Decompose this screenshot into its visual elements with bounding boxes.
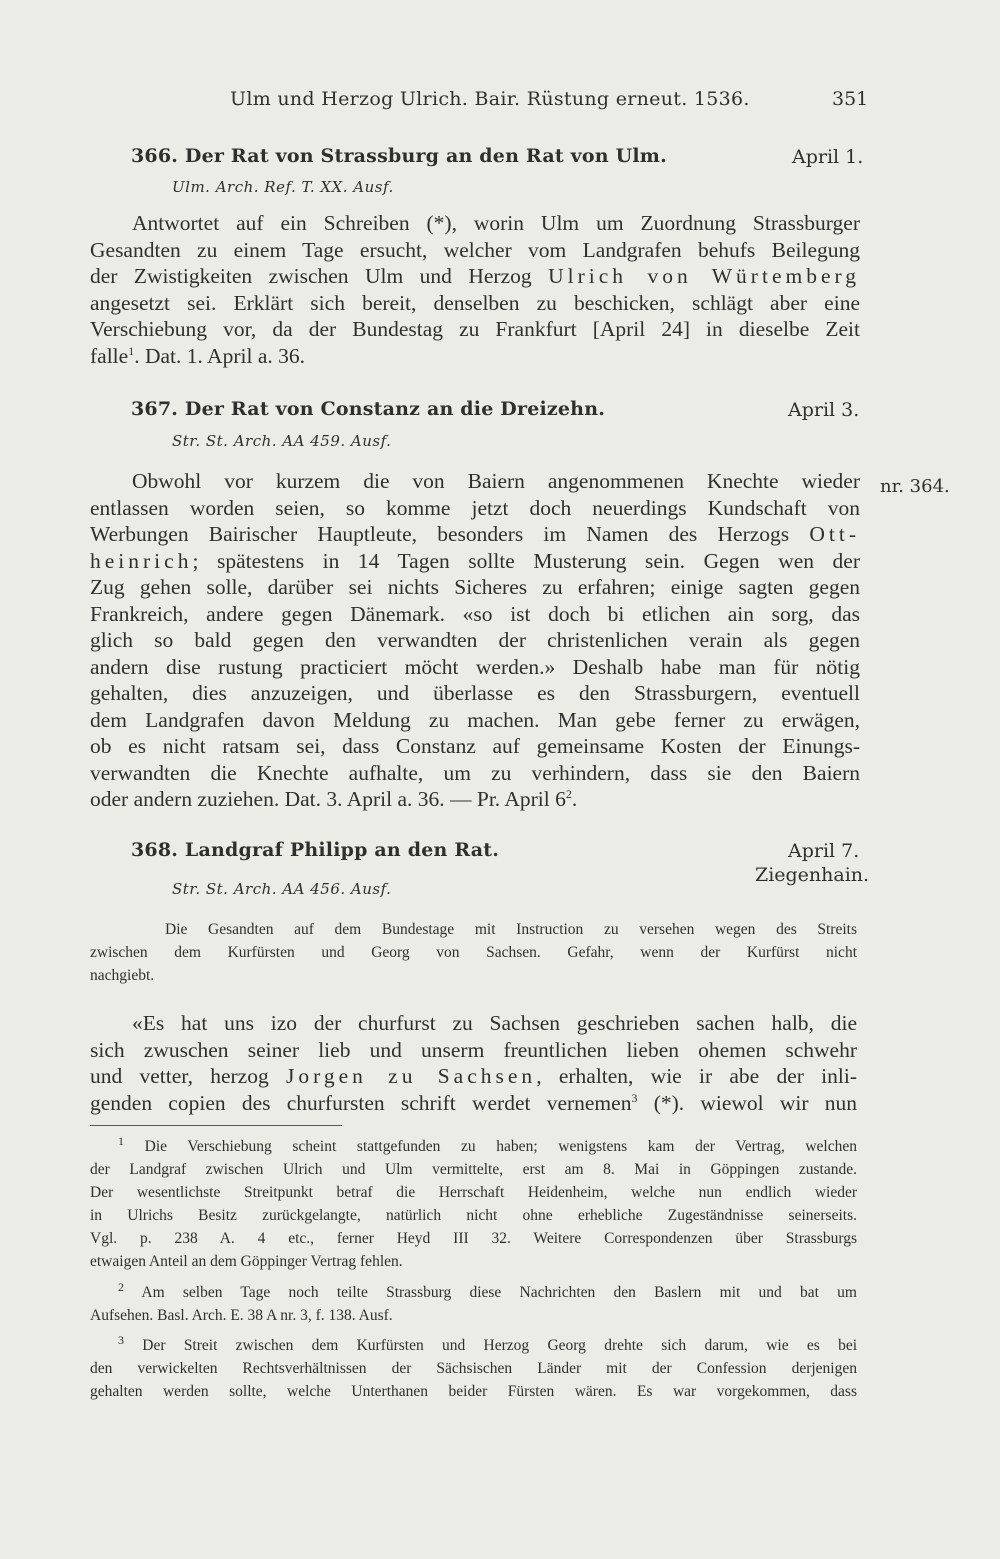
footnote-text: Die Verschiebung scheint stattgefunden zu haben; wenigstens kam der Vertrag, welchen	[144, 1138, 857, 1155]
text-line	[90, 263, 860, 290]
text-line: sich zwuschen seiner lieb und unserm freuntlichen lieben ohemen schwehr	[90, 1037, 857, 1062]
entry-368-summary	[90, 918, 857, 987]
person-name: Jorgen zu Sachsen	[285, 1064, 537, 1088]
entry-368-body	[90, 1010, 857, 1116]
text-segment: falle	[90, 343, 129, 368]
footnote-line: der Landgraf zwischen Ulrich und Ulm vermittelte, erst am 8. Mai in Göppingen zustande.	[90, 1161, 857, 1178]
summary-line: Die Gesandten auf dem Bundestage mit Instruction zu versehen wegen des Streits	[165, 921, 857, 938]
footnote-line: Aufsehen. Basl. Arch. E. 38 A nr. 3, f. 138. Ausf.	[90, 1307, 393, 1324]
footnote-ref: 1	[128, 343, 135, 358]
running-head: Ulm und Herzog Ulrich. Bair. Rüstung erneut. 1536.	[230, 88, 750, 110]
margin-note: nr. 364.	[880, 476, 950, 497]
text-segment: , erhalten, wie ir abe der inli-	[536, 1064, 858, 1088]
text-segment: der Zwistigkeiten zwischen Ulm und Herzog	[90, 264, 532, 288]
person-name: heinrich	[90, 548, 193, 573]
text-line: Obwohl vor kurzem die von Baiern angenommenen Knechte wieder	[132, 469, 860, 493]
text-line	[90, 1063, 857, 1090]
footnote-rule	[90, 1125, 342, 1126]
entry-367-date: April 3.	[788, 399, 860, 421]
text-line: verwandten die Knechte aufhalte, um zu verhindern, dass sie den Baiern	[90, 760, 860, 785]
footnote-line: etwaigen Anteil an dem Göppinger Vertrag fehlen.	[90, 1253, 403, 1270]
footnote-marker: 2	[118, 1279, 124, 1294]
entry-367-title: 367. Der Rat von Constanz an die Dreizehn.	[131, 398, 606, 420]
text-segment: genden copien des churfursten schrift werdet vernemen	[90, 1090, 632, 1115]
footnote-ref: 2	[565, 786, 572, 801]
footnote-line: gehalten werden sollte, welche Unterthanen beider Fürsten wären. Es war vorgekommen, dass	[90, 1383, 857, 1400]
entry-368-date: April 7.	[788, 840, 860, 862]
footnote-line	[90, 1334, 857, 1357]
footnote-marker: 1	[118, 1133, 124, 1148]
text-line: «Es hat uns izo der churfurst zu Sachsen geschrieben sachen halb, die	[132, 1011, 857, 1035]
footnote-line	[90, 1281, 857, 1304]
entry-366-date: April 1.	[792, 146, 864, 168]
person-name: Ulrich von Würtemberg	[548, 264, 861, 288]
text-segment: (*). wiewol wir nun	[637, 1090, 857, 1115]
entry-367-body	[90, 468, 860, 813]
footnote-3	[90, 1334, 857, 1403]
footnote-ref: 3	[631, 1090, 638, 1105]
entry-368-source: Str. St. Arch. AA 456. Ausf.	[172, 880, 392, 898]
entry-366-source: Ulm. Arch. Ref. T. XX. Ausf.	[172, 178, 394, 196]
text-line: angesetzt sei. Erklärt sich bereit, denselben zu beschicken, schlägt aber eine	[90, 290, 860, 315]
text-line: Zug gehen solle, darüber sei nichts Sicheres zu erfahren; einige sagten gegen	[90, 575, 860, 599]
text-line	[90, 786, 860, 813]
footnote-line: Der wesentlichste Streitpunkt betraf die Herrschaft Heidenheim, welche nun endlich wieder	[90, 1184, 857, 1201]
text-line	[90, 548, 860, 575]
text-line: gehalten, dies anzuzeigen, und überlasse es den Strassburgern, eventuell	[90, 681, 860, 705]
entry-368-place: Ziegenhain.	[755, 864, 870, 886]
text-segment: . Dat. 1. April a. 36.	[134, 343, 305, 368]
text-segment: und vetter, herzog	[90, 1064, 269, 1088]
page-number: 351	[832, 88, 869, 110]
summary-line: zwischen dem Kurfürsten und Georg von Sachsen. Gefahr, wenn der Kurfürst nicht	[90, 944, 857, 961]
text-line	[90, 343, 860, 370]
text-segment: oder andern zuziehen. Dat. 3. April a. 36. — Pr. April 6	[90, 787, 566, 811]
text-line: entlassen worden seien, so komme jetzt doch neuerdings Kundschaft von	[90, 495, 860, 520]
text-segment: ; spätestens in 14 Tagen sollte Musterung sein. Gegen wen der	[192, 548, 860, 573]
entry-366-title: 366. Der Rat von Strassburg an den Rat von Ulm.	[131, 145, 667, 167]
footnote-2	[90, 1281, 857, 1327]
text-line: Frankreich, andere gegen Dänemark. «so ist doch bi etlichen ain sorg, das	[90, 601, 860, 626]
summary-line: nachgiebt.	[90, 967, 155, 984]
text-line	[90, 521, 860, 548]
footnote-line: Vgl. p. 238 A. 4 etc., ferner Heyd III 32. Weitere Correspondenzen über Strassburgs	[90, 1230, 857, 1247]
footnote-line: in Ulrichs Besitz zurückgelangte, natürlich nicht ohne erhebliche Zugeständnisse seinerseits.	[90, 1207, 857, 1224]
footnote-1	[90, 1135, 857, 1273]
footnote-line: den verwickelten Rechtsverhältnissen der Sächsischen Länder mit der Confession derjenigen	[90, 1360, 857, 1377]
text-line: ob es nicht ratsam sei, dass Constanz auf gemeinsame Kosten der Einungs-	[90, 734, 860, 758]
footnote-text: Am selben Tage noch teilte Strassburg diese Nachrichten den Baslern mit und bat um	[141, 1284, 857, 1301]
text-line: andern dise rustung practiciert möcht werden.» Deshalb habe man für nötig	[90, 654, 860, 679]
text-line: Antwortet auf ein Schreiben (*), worin Ulm um Zuordnung Strassburger	[132, 211, 860, 235]
text-line: Verschiebung vor, da der Bundestag zu Frankfurt [April 24] in dieselbe Zeit	[90, 317, 860, 341]
entry-368-title: 368. Landgraf Philipp an den Rat.	[131, 839, 500, 861]
text-segment: Werbungen Bairischer Hauptleute, besonders im Namen des Herzogs	[90, 522, 790, 546]
footnote-marker: 3	[118, 1332, 124, 1347]
footnote-line	[90, 1135, 857, 1158]
entry-367-source: Str. St. Arch. AA 459. Ausf.	[172, 432, 392, 450]
text-segment: .	[571, 787, 578, 811]
text-line: dem Landgrafen davon Meldung zu machen. Man gebe ferner zu erwägen,	[90, 707, 860, 732]
text-line: Gesandten zu einem Tage ersucht, welcher vom Landgrafen behufs Beilegung	[90, 237, 860, 262]
text-line	[90, 1090, 857, 1117]
text-line: glich so bald gegen den verwandten der christenlichen verain als gegen	[90, 628, 860, 652]
entry-366-body	[90, 210, 860, 369]
person-name: Ott-	[809, 522, 860, 546]
footnote-text: Der Streit zwischen dem Kurfürsten und Herzog Georg drehte sich darum, wie es bei	[142, 1337, 858, 1354]
